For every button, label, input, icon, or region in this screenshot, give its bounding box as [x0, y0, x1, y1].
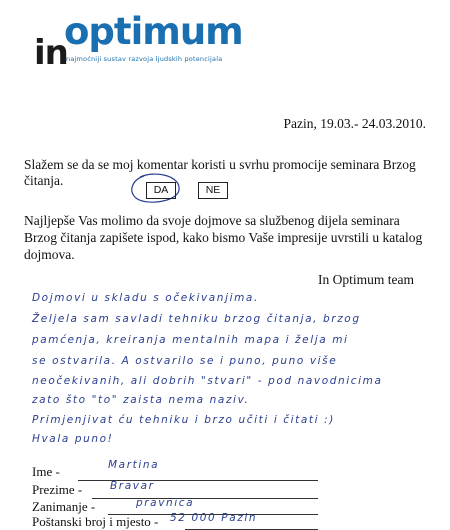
field-value-postanski[interactable]: 52 000 Pazin: [170, 512, 258, 524]
consent-text: Slažem se da se moj komentar koristi u svrhu promocije seminara Brzog čitanja.: [24, 157, 416, 188]
field-label-zanimanje: Zanimanje -: [32, 499, 96, 514]
field-value-zanimanje[interactable]: pravnica: [136, 497, 195, 509]
comment-line: Željela sam savladi tehniku brzog čitanja, brzog: [32, 313, 361, 325]
date-line: Pazin, 19.03.- 24.03.2010.: [283, 116, 426, 131]
comment-line: pamćenja, kreiranja mentalnih mapa i želja mi: [32, 334, 349, 346]
request-text: Najljepše Vas molimo da svoje dojmove sa službenog dijela seminara Brzog čitanja zapišete ispod, kako bismo Vaše impresije uvrstili u katalog dojmova.: [24, 213, 423, 262]
comment-line: Primjenjivat ću tehniku i brzo učiti i čitati :): [32, 414, 335, 426]
field-label-ime: Ime -: [32, 464, 60, 479]
logo-optimum: optimum: [64, 10, 243, 53]
comment-line: zato što "to" zaista nema naziv.: [32, 394, 250, 406]
field-label-prezime: Prezime -: [32, 482, 83, 497]
option-da-box[interactable]: DA: [146, 182, 176, 199]
option-ne-box[interactable]: NE: [198, 182, 228, 199]
comment-line: neočekivanih, ali dobrih "stvari" - pod navodnicima: [32, 375, 383, 387]
field-value-prezime[interactable]: Bravar: [110, 480, 155, 492]
comment-line: Dojmovi u skladu s očekivanjima.: [32, 292, 259, 304]
comment-line: se ostvarila. A ostvarilo se i puno, puno više: [32, 355, 338, 367]
field-value-ime[interactable]: Martina: [108, 459, 160, 471]
field-line-prezime: [92, 498, 318, 499]
comment-line: Hvala puno!: [32, 433, 114, 445]
logo-in: in: [34, 33, 68, 73]
field-label-postanski: Poštanski broj i mjesto -: [32, 514, 159, 529]
logo-tagline: najmoćniji sustav razvoja ljudskih potencijala: [66, 55, 223, 63]
team-signature: In Optimum team: [318, 272, 414, 287]
